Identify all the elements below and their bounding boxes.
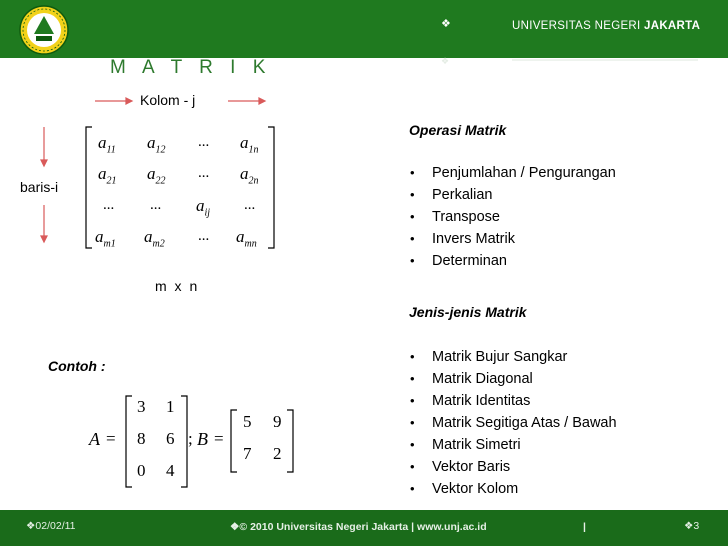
footer-date: ❖02/02/11	[26, 520, 76, 532]
bullet-icon: •	[410, 371, 415, 386]
baris-label: baris-i	[20, 179, 59, 195]
matrix-cell: $a_{m2}$	[144, 227, 165, 250]
footer-separator: |	[583, 521, 586, 533]
list-item: • Determinan	[409, 250, 616, 272]
matrix-a-bracket-left	[126, 396, 132, 487]
list-item: • Vektor Kolom	[409, 478, 617, 500]
list-item: • Matrik Diagonal	[409, 368, 617, 390]
types-list	[409, 346, 617, 500]
matrix-a-value: 3	[137, 397, 146, 416]
matrix-a-name: A	[89, 429, 100, 449]
bullet-icon: •	[410, 209, 415, 224]
example-brackets	[0, 0, 320, 500]
bullet-icon: •	[410, 393, 415, 408]
matrix-b-name: B	[197, 429, 208, 449]
operations-list	[409, 162, 616, 272]
header-bullet-icon: ❖	[441, 18, 451, 30]
list-item: • Perkalian	[409, 184, 616, 206]
footer-bar	[0, 510, 728, 546]
bullet-icon: •	[410, 253, 415, 268]
list-item: • Matrik Bujur Sangkar	[409, 346, 617, 368]
matrix-dots: ...	[198, 228, 210, 244]
list-item: • Matrik Identitas	[409, 390, 617, 412]
kolom-label: Kolom - j	[140, 92, 196, 108]
list-item: • Vektor Baris	[409, 456, 617, 478]
operations-heading: Operasi Matrik	[409, 122, 507, 138]
separator-semicolon: ;	[188, 429, 193, 448]
bullet-icon: •	[410, 459, 415, 474]
equals-sign: =	[214, 429, 224, 448]
matrix-cell: $a_{m1}$	[95, 227, 116, 250]
list-item: • Matrik Segitiga Atas / Bawah	[409, 412, 617, 434]
faint-subtitle-line	[512, 59, 698, 61]
matrix-cell: $a_{11}$	[98, 133, 116, 156]
matrix-dots: ...	[103, 197, 115, 213]
list-item: • Matrik Simetri	[409, 434, 617, 456]
matrix-cell: $a_{2n}$	[240, 164, 259, 187]
list-item: • Penjumlahan / Pengurangan	[409, 162, 616, 184]
bullet-icon: •	[410, 415, 415, 430]
matrix-b-value: 9	[273, 412, 282, 431]
equals-sign: =	[106, 429, 116, 448]
list-item: • Invers Matrik	[409, 228, 616, 250]
bullet-icon: •	[410, 231, 415, 246]
example-label: Contoh :	[48, 358, 106, 374]
matrix-a-value: 6	[166, 429, 175, 448]
matrix-cell: $a_{ij}$	[196, 196, 211, 219]
university-name: UNIVERSITAS NEGERI JAKARTA	[512, 20, 701, 32]
matrix-dots: ...	[244, 197, 256, 213]
matrix-a-value: 1	[166, 397, 175, 416]
matrix-a-value: 8	[137, 429, 146, 448]
matrix-dots: ...	[198, 134, 210, 150]
matrix-b-bracket-right	[287, 410, 293, 472]
matrix-b-value: 2	[273, 444, 282, 463]
footer-copyright: ❖© 2010 Universitas Negeri Jakarta | www.unj.ac.id	[230, 521, 487, 533]
types-heading: Jenis-jenis Matrik	[409, 304, 527, 320]
matrix-cell: $a_{mn}$	[236, 227, 257, 250]
matrix-cell: $a_{21}$	[98, 164, 117, 187]
matrix-a-value: 0	[137, 461, 146, 480]
faint-bullet-icon: ❖	[441, 56, 450, 66]
bullet-icon: •	[410, 187, 415, 202]
matrix-b-value: 5	[243, 412, 252, 431]
bullet-icon: •	[410, 165, 415, 180]
footer-page-number: ❖3	[684, 520, 700, 532]
matrix-a-bracket-right	[181, 396, 187, 487]
bullet-icon: •	[410, 349, 415, 364]
bullet-icon: •	[410, 481, 415, 496]
list-item: • Transpose	[409, 206, 616, 228]
bullet-icon: •	[410, 437, 415, 452]
matrix-a-value: 4	[166, 461, 175, 480]
matrix-dots: ...	[150, 197, 162, 213]
matrix-b-bracket-left	[231, 410, 237, 472]
matrix-cell: $a_{12}$	[147, 133, 166, 156]
matrix-cell: $a_{1n}$	[240, 133, 259, 156]
matrix-size-label: m x n	[155, 278, 200, 294]
matrix-cell: $a_{22}$	[147, 164, 166, 187]
slide-title: M A T R I K	[110, 57, 272, 78]
matrix-b-value: 7	[243, 444, 252, 463]
matrix-dots: ...	[198, 165, 210, 181]
